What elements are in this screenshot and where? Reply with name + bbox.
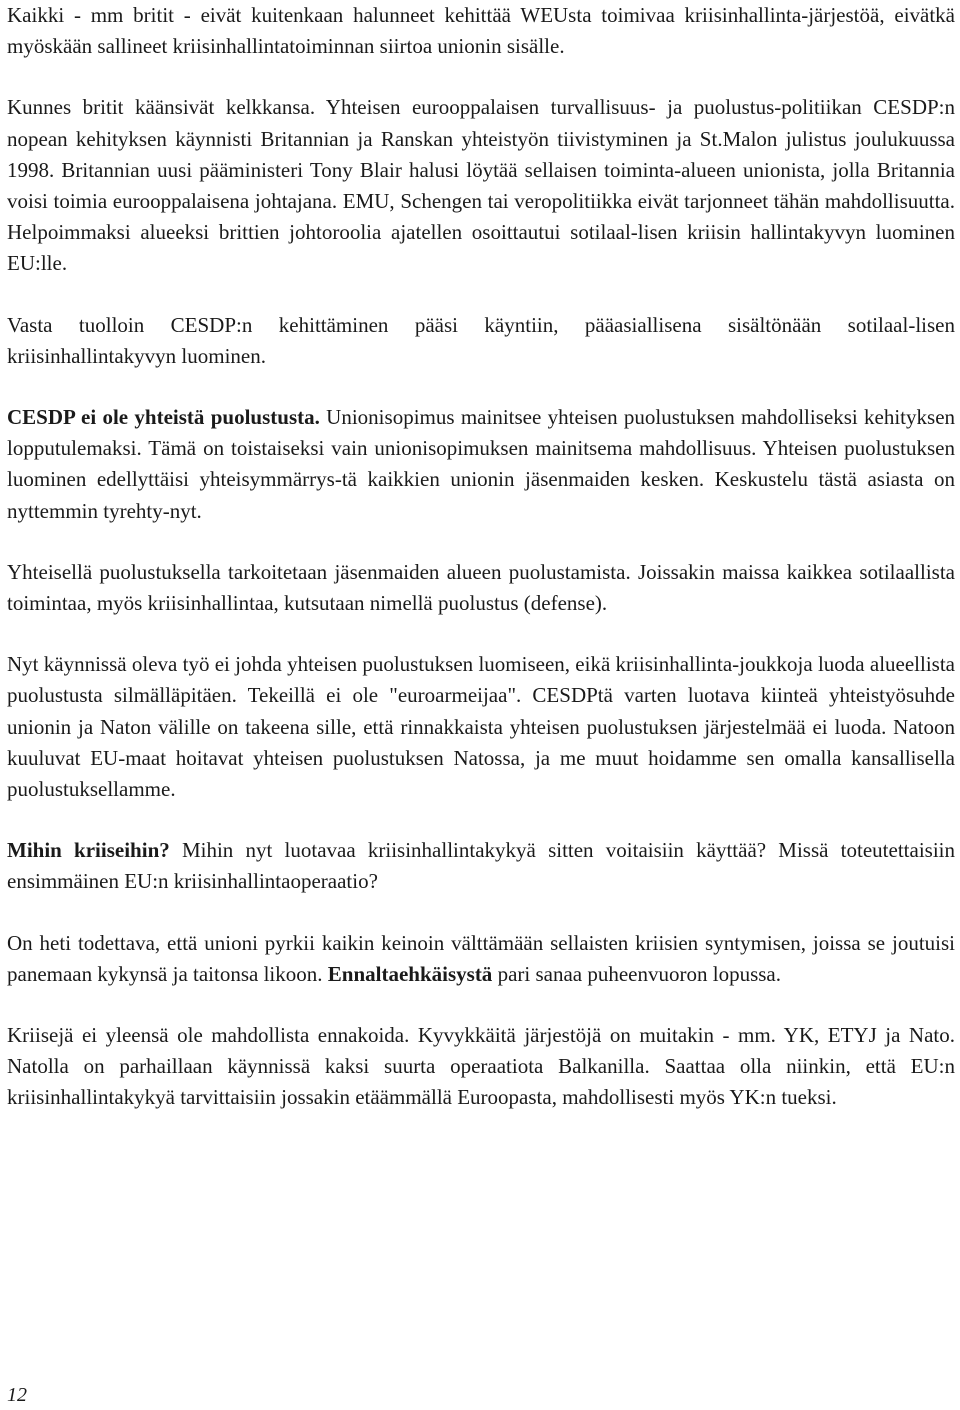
paragraph-spacer [7,898,955,928]
paragraph-spacer [7,372,955,402]
page-number: 12 [7,1384,27,1406]
paragraph-7 [7,835,955,897]
paragraph-spacer [7,990,955,1020]
paragraph-4-body: Unionisopimus mainitsee yhteisen puolustuksen mahdolliseksi kehityksen lopputulemaksi. Tämä on toistaiseksi vain unionisopimuksen mainitsema mahdollisuus. Yhteisen puolustuksen luominen edellyttäisi yhteisymmärrys-tä kaikkien unionin jäsenmaiden kesken. Keskustelu tästä asiasta on nyttemmin tyrehty-nyt. [7,405,956,523]
paragraph-8-emphasis: Ennaltaehkäisystä [327,961,493,986]
paragraph-6: Nyt käynnissä oleva työ ei johda yhteisen puolustuksen luomiseen, eikä kriisinhallinta-joukkoja luoda alueellista puolustusta silmälläpitäen. Tekeillä ei ole "euroarmeijaa". CESDPtä varten luotava kiinteä yhteistyösuhde unionin ja Naton välille on takeena sille, että rinnakkaista yhteisen puolustuksen järjestelmää ei luoda. Natoon kuuluvat EU-maat hoitavat yhteisen puolustuksen Natossa, ja me muut hoidamme sen omalla kansallisella puolustuksellamme. [7,652,955,802]
paragraph-spacer [7,805,955,835]
paragraph-spacer [7,527,955,557]
paragraph-5: Yhteisellä puolustuksella tarkoitetaan jäsenmaiden alueen puolustamista. Joissakin maissa kaikkea sotilaallista toimintaa, myös kriisinhallintaa, kutsutaan nimellä puolustus (defense). [7,559,955,616]
paragraph-3: Vasta tuolloin CESDP:n kehittäminen pääsi käyntiin, pääasiallisena sisältönään sotilaal-lisen kriisinhallintakyvyn luominen. [7,312,955,368]
paragraph-spacer [7,62,955,92]
document-page [7,0,955,1114]
paragraph-7-heading: Mihin kriiseihin? [7,838,170,863]
paragraph-8-tail: pari sanaa puheenvuoron lopussa. [492,961,781,986]
paragraph-8-body: On heti todettava, että unioni pyrkii kaikin keinoin välttämään sellaisten kriisien syntymisen, joissa se joutuisi panemaan kykynsä ja taitonsa likoon. [7,930,955,986]
paragraph-8 [7,928,955,990]
paragraph-7-body: Mihin nyt luotavaa kriisinhallintakykyä sitten voitaisiin käyttää? Missä toteutettaisiin ensimmäinen EU:n kriisinhallintaoperaatio? [7,838,955,894]
paragraph-4 [7,402,955,527]
paragraph-9: Kriisejä ei yleensä ole mahdollista ennakoida. Kyvykkäitä järjestöjä on muitakin - mm. YK, ETYJ ja Nato. Natolla on parhaillaan käynnissä kaksi suurta operaatiota Balkanilla. Saattaa olla niinkin, että EU:n kriisinhallintakykyä tarvittaisiin jossakin etäämmällä Euroopasta, mahdollisesti myös YK:n tueksi. [7,1023,955,1110]
paragraph-2: Kunnes britit käänsivät kelkkansa. Yhteisen eurooppalaisen turvallisuus- ja puolustus-politiikan CESDP:n nopean kehityksen käynnisti Britannian ja Ranskan yhteistyön tiivistyminen ja St.Malon julistus joulukuussa 1998. Britannian uusi pääministeri Tony Blair halusi löytää sellaisen toiminta-alueen unionista, jolla Britannia voisi toimia eurooppalaisena johtajana. EMU, Schengen tai veropolitiikka eivät tarjonneet tähän mahdollisuutta. Helpoimmaksi alueeksi brittien johtoroolia ajatellen osoittautui sotilaal-lisen kriisin hallintakyvyn luominen EU:lle. [7,95,955,276]
paragraph-spacer [7,619,955,649]
paragraph-spacer [7,280,955,310]
paragraph-1: Kaikki - mm britit - eivät kuitenkaan halunneet kehittää WEUsta toimivaa kriisinhallinta-järjestöä, eivätkä myöskään sallineet kriisinhallintatoiminnan siirtoa unionin sisälle. [7,3,955,59]
paragraph-4-heading: CESDP ei ole yhteistä puolustusta. [7,405,320,430]
